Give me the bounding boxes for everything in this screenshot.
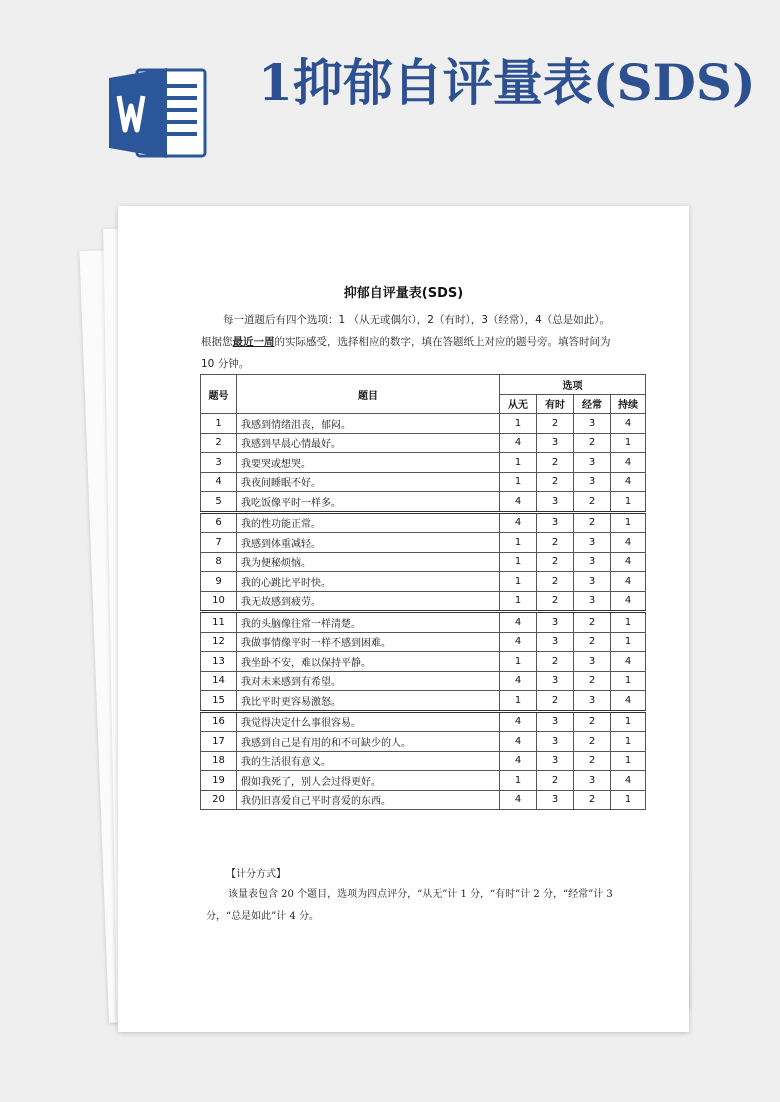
scoring-heading: 【计分方式】 bbox=[226, 869, 286, 880]
item-number: 14 bbox=[201, 671, 237, 691]
item-number: 2 bbox=[201, 433, 237, 453]
item-number: 3 bbox=[201, 453, 237, 473]
item-text: 我的头脑像往常一样清楚。 bbox=[237, 612, 500, 633]
item-score: 3 bbox=[574, 591, 611, 612]
item-score: 3 bbox=[537, 612, 574, 633]
item-score: 3 bbox=[537, 492, 574, 513]
table-row bbox=[201, 533, 646, 553]
item-score: 3 bbox=[574, 453, 611, 473]
item-score: 3 bbox=[574, 691, 611, 712]
item-number: 8 bbox=[201, 552, 237, 572]
item-text: 我感到早晨心情最好。 bbox=[237, 433, 500, 453]
item-score: 3 bbox=[537, 671, 574, 691]
item-score: 2 bbox=[537, 414, 574, 434]
item-text: 我夜间睡眠不好。 bbox=[237, 472, 500, 492]
sds-table bbox=[200, 374, 646, 810]
word-icon bbox=[107, 66, 209, 160]
item-score: 4 bbox=[611, 414, 646, 434]
table-row bbox=[201, 671, 646, 691]
item-number: 9 bbox=[201, 572, 237, 592]
item-score: 3 bbox=[574, 533, 611, 553]
col-header-no: 题号 bbox=[201, 375, 237, 414]
item-number: 16 bbox=[201, 711, 237, 732]
scoring-text: 该量表包含 20 个题目，选项为四点评分，“从无”计 1 分，“有时”计 2 分，“经常”计 3 分，“总是如此”计 4 分。 bbox=[206, 889, 613, 922]
item-score: 3 bbox=[574, 572, 611, 592]
item-score: 1 bbox=[500, 472, 537, 492]
item-score: 1 bbox=[611, 632, 646, 652]
item-score: 2 bbox=[537, 572, 574, 592]
item-score: 2 bbox=[537, 453, 574, 473]
item-number: 19 bbox=[201, 771, 237, 791]
item-text: 我仍旧喜爱自己平时喜爱的东西。 bbox=[237, 790, 500, 810]
item-score: 4 bbox=[500, 612, 537, 633]
item-number: 11 bbox=[201, 612, 237, 633]
item-score: 1 bbox=[611, 732, 646, 752]
item-number: 20 bbox=[201, 790, 237, 810]
instruction-emphasis: 最近一周 bbox=[232, 336, 275, 348]
instruction-post: 的实际感受，选择相应的数字，填在答题纸上对应的题号旁。填答时间为 10 分钟。 bbox=[201, 336, 611, 370]
item-number: 13 bbox=[201, 652, 237, 672]
item-score: 1 bbox=[611, 751, 646, 771]
item-text: 我比平时更容易激怒。 bbox=[237, 691, 500, 712]
item-score: 4 bbox=[611, 472, 646, 492]
item-score: 1 bbox=[611, 711, 646, 732]
item-score: 4 bbox=[500, 671, 537, 691]
item-score: 1 bbox=[500, 414, 537, 434]
item-text: 我感到情绪沮丧，郁闷。 bbox=[237, 414, 500, 434]
option-header: 从无 bbox=[500, 394, 537, 414]
item-score: 2 bbox=[574, 632, 611, 652]
item-score: 4 bbox=[500, 790, 537, 810]
table-row bbox=[201, 512, 646, 533]
table-row bbox=[201, 612, 646, 633]
document-title: 1抑郁自评量表(SDS) bbox=[258, 53, 756, 112]
item-score: 2 bbox=[574, 433, 611, 453]
item-score: 3 bbox=[537, 732, 574, 752]
table-row bbox=[201, 751, 646, 771]
item-score: 3 bbox=[574, 771, 611, 791]
item-score: 4 bbox=[611, 591, 646, 612]
item-score: 4 bbox=[500, 512, 537, 533]
item-score: 1 bbox=[500, 453, 537, 473]
item-text: 我为便秘烦恼。 bbox=[237, 552, 500, 572]
item-score: 2 bbox=[537, 691, 574, 712]
table-row bbox=[201, 652, 646, 672]
item-score: 3 bbox=[574, 652, 611, 672]
item-score: 3 bbox=[537, 711, 574, 732]
item-score: 4 bbox=[611, 533, 646, 553]
item-text: 我感到体重减轻。 bbox=[237, 533, 500, 553]
item-text: 我吃饭像平时一样多。 bbox=[237, 492, 500, 513]
item-score: 3 bbox=[537, 512, 574, 533]
item-text: 我的性功能正常。 bbox=[237, 512, 500, 533]
item-number: 4 bbox=[201, 472, 237, 492]
option-header: 持续 bbox=[611, 394, 646, 414]
item-number: 15 bbox=[201, 691, 237, 712]
item-score: 4 bbox=[500, 751, 537, 771]
item-score: 1 bbox=[611, 671, 646, 691]
item-score: 2 bbox=[574, 732, 611, 752]
item-number: 7 bbox=[201, 533, 237, 553]
instruction-text bbox=[201, 309, 611, 375]
item-number: 10 bbox=[201, 591, 237, 612]
item-text: 我无故感到疲劳。 bbox=[237, 591, 500, 612]
item-score: 1 bbox=[500, 572, 537, 592]
item-score: 2 bbox=[574, 612, 611, 633]
instruction-pre: 每一道题后有四个选项：1 （从无或偶尔），2（有时），3（经常），4（总是如此）。根据您 bbox=[201, 314, 611, 348]
item-number: 17 bbox=[201, 732, 237, 752]
item-score: 1 bbox=[611, 433, 646, 453]
item-score: 3 bbox=[537, 632, 574, 652]
item-text: 我觉得决定什么事很容易。 bbox=[237, 711, 500, 732]
item-score: 4 bbox=[500, 711, 537, 732]
item-score: 4 bbox=[611, 552, 646, 572]
sheet-title: 抑郁自评量表(SDS) bbox=[343, 286, 464, 301]
item-score: 2 bbox=[537, 591, 574, 612]
table-row bbox=[201, 492, 646, 513]
table-row bbox=[201, 691, 646, 712]
item-text: 我要哭或想哭。 bbox=[237, 453, 500, 473]
table-row bbox=[201, 433, 646, 453]
item-score: 2 bbox=[574, 790, 611, 810]
item-score: 4 bbox=[500, 492, 537, 513]
item-text: 假如我死了，别人会过得更好。 bbox=[237, 771, 500, 791]
table-row bbox=[201, 771, 646, 791]
item-number: 6 bbox=[201, 512, 237, 533]
item-score: 1 bbox=[611, 492, 646, 513]
item-score: 4 bbox=[611, 572, 646, 592]
item-score: 2 bbox=[574, 492, 611, 513]
table-row bbox=[201, 790, 646, 810]
document-page bbox=[118, 206, 689, 1032]
table-row bbox=[201, 414, 646, 434]
item-score: 4 bbox=[500, 433, 537, 453]
item-score: 2 bbox=[537, 652, 574, 672]
item-score: 1 bbox=[500, 771, 537, 791]
item-score: 4 bbox=[611, 691, 646, 712]
table-row bbox=[201, 711, 646, 732]
item-score: 2 bbox=[574, 671, 611, 691]
item-number: 5 bbox=[201, 492, 237, 513]
option-header: 经常 bbox=[574, 394, 611, 414]
item-score: 2 bbox=[537, 552, 574, 572]
item-score: 3 bbox=[537, 433, 574, 453]
item-text: 我感到自己是有用的和不可缺少的人。 bbox=[237, 732, 500, 752]
col-header-item: 题目 bbox=[237, 375, 500, 414]
item-score: 3 bbox=[537, 751, 574, 771]
item-score: 3 bbox=[574, 472, 611, 492]
item-text: 我做事情像平时一样不感到困难。 bbox=[237, 632, 500, 652]
table-body bbox=[201, 414, 646, 810]
item-score: 3 bbox=[537, 790, 574, 810]
item-score: 3 bbox=[574, 414, 611, 434]
item-text: 我的心跳比平时快。 bbox=[237, 572, 500, 592]
item-number: 1 bbox=[201, 414, 237, 434]
item-score: 1 bbox=[500, 691, 537, 712]
item-score: 2 bbox=[574, 711, 611, 732]
item-score: 4 bbox=[611, 771, 646, 791]
table-row bbox=[201, 453, 646, 473]
item-score: 4 bbox=[611, 453, 646, 473]
item-text: 我的生活很有意义。 bbox=[237, 751, 500, 771]
table-row bbox=[201, 632, 646, 652]
item-score: 1 bbox=[500, 652, 537, 672]
item-score: 2 bbox=[537, 472, 574, 492]
item-score: 1 bbox=[611, 790, 646, 810]
table-row bbox=[201, 732, 646, 752]
item-score: 2 bbox=[537, 533, 574, 553]
table-row bbox=[201, 552, 646, 572]
item-score: 2 bbox=[574, 512, 611, 533]
item-score: 1 bbox=[611, 612, 646, 633]
item-score: 1 bbox=[500, 591, 537, 612]
col-header-options: 选项 bbox=[500, 375, 646, 395]
item-score: 1 bbox=[611, 512, 646, 533]
item-score: 2 bbox=[537, 771, 574, 791]
item-score: 4 bbox=[500, 732, 537, 752]
option-header: 有时 bbox=[537, 394, 574, 414]
table-row bbox=[201, 591, 646, 612]
item-text: 我对未来感到有希望。 bbox=[237, 671, 500, 691]
table-row bbox=[201, 472, 646, 492]
item-number: 18 bbox=[201, 751, 237, 771]
item-score: 2 bbox=[574, 751, 611, 771]
item-number: 12 bbox=[201, 632, 237, 652]
item-score: 1 bbox=[500, 552, 537, 572]
item-score: 4 bbox=[500, 632, 537, 652]
item-score: 1 bbox=[500, 533, 537, 553]
table-row bbox=[201, 572, 646, 592]
item-score: 3 bbox=[574, 552, 611, 572]
item-score: 4 bbox=[611, 652, 646, 672]
item-text: 我坐卧不安，难以保持平静。 bbox=[237, 652, 500, 672]
